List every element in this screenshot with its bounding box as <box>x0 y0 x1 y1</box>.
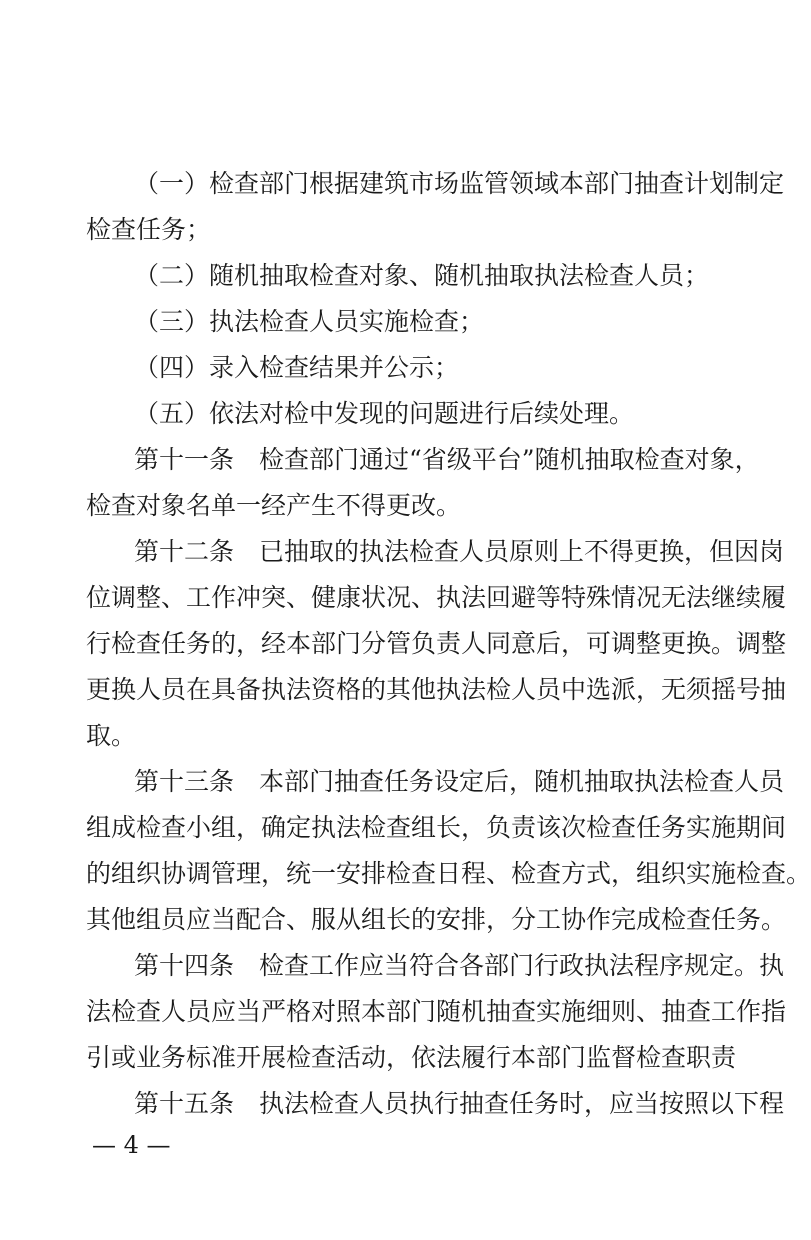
text-line: 第十一条 检查部门通过“省级平台”随机抽取检查对象， <box>134 445 760 474</box>
text-line: 检查任务； <box>86 215 212 244</box>
text-line: 位调整、工作冲突、健康状况、执法回避等特殊情况无法继续履 <box>86 583 787 612</box>
text-line: 第十五条 执法检查人员执行抽查任务时，应当按照以下程 <box>134 1089 785 1118</box>
text-line: 的组织协调管理，统一安排检查日程、检查方式，组织实施检查。 <box>86 859 811 888</box>
page-number: — 4 — <box>92 1131 171 1159</box>
text-line: 检查对象名单一经产生不得更改。 <box>86 491 462 520</box>
text-line: （三）执法检查人员实施检查； <box>134 307 485 336</box>
text-line: 更换人员在具备执法资格的其他执法检人员中选派，无须摇号抽 <box>86 675 787 704</box>
text-line: 法检查人员应当严格对照本部门随机抽查实施细则、抽查工作指 <box>86 997 787 1026</box>
text-line: （五）依法对检中发现的问题进行后续处理。 <box>134 399 635 428</box>
text-line: 其他组员应当配合、服从组长的安排，分工协作完成检查任务。 <box>86 905 787 934</box>
text-line: 第十四条 检查工作应当符合各部门行政执法程序规定。执 <box>134 951 785 980</box>
text-line: 第十三条 本部门抽查任务设定后，随机抽取执法检查人员 <box>134 767 785 796</box>
text-line: 组成检查小组，确定执法检查组长，负责该次检查任务实施期间 <box>86 813 787 842</box>
text-line: 第十二条 已抽取的执法检查人员原则上不得更换，但因岗 <box>134 537 785 566</box>
text-line: （一）检查部门根据建筑市场监管领域本部门抽查计划制定 <box>134 169 785 198</box>
text-line: （四）录入检查结果并公示； <box>134 353 460 382</box>
text-line: 行检查任务的，经本部门分管负责人同意后，可调整更换。调整 <box>86 629 787 658</box>
text-line: 引或业务标准开展检查活动，依法履行本部门监督检查职责 <box>86 1043 737 1072</box>
text-line: 取。 <box>86 721 137 750</box>
text-line: （二）随机抽取检查对象、随机抽取执法检查人员； <box>134 261 710 290</box>
